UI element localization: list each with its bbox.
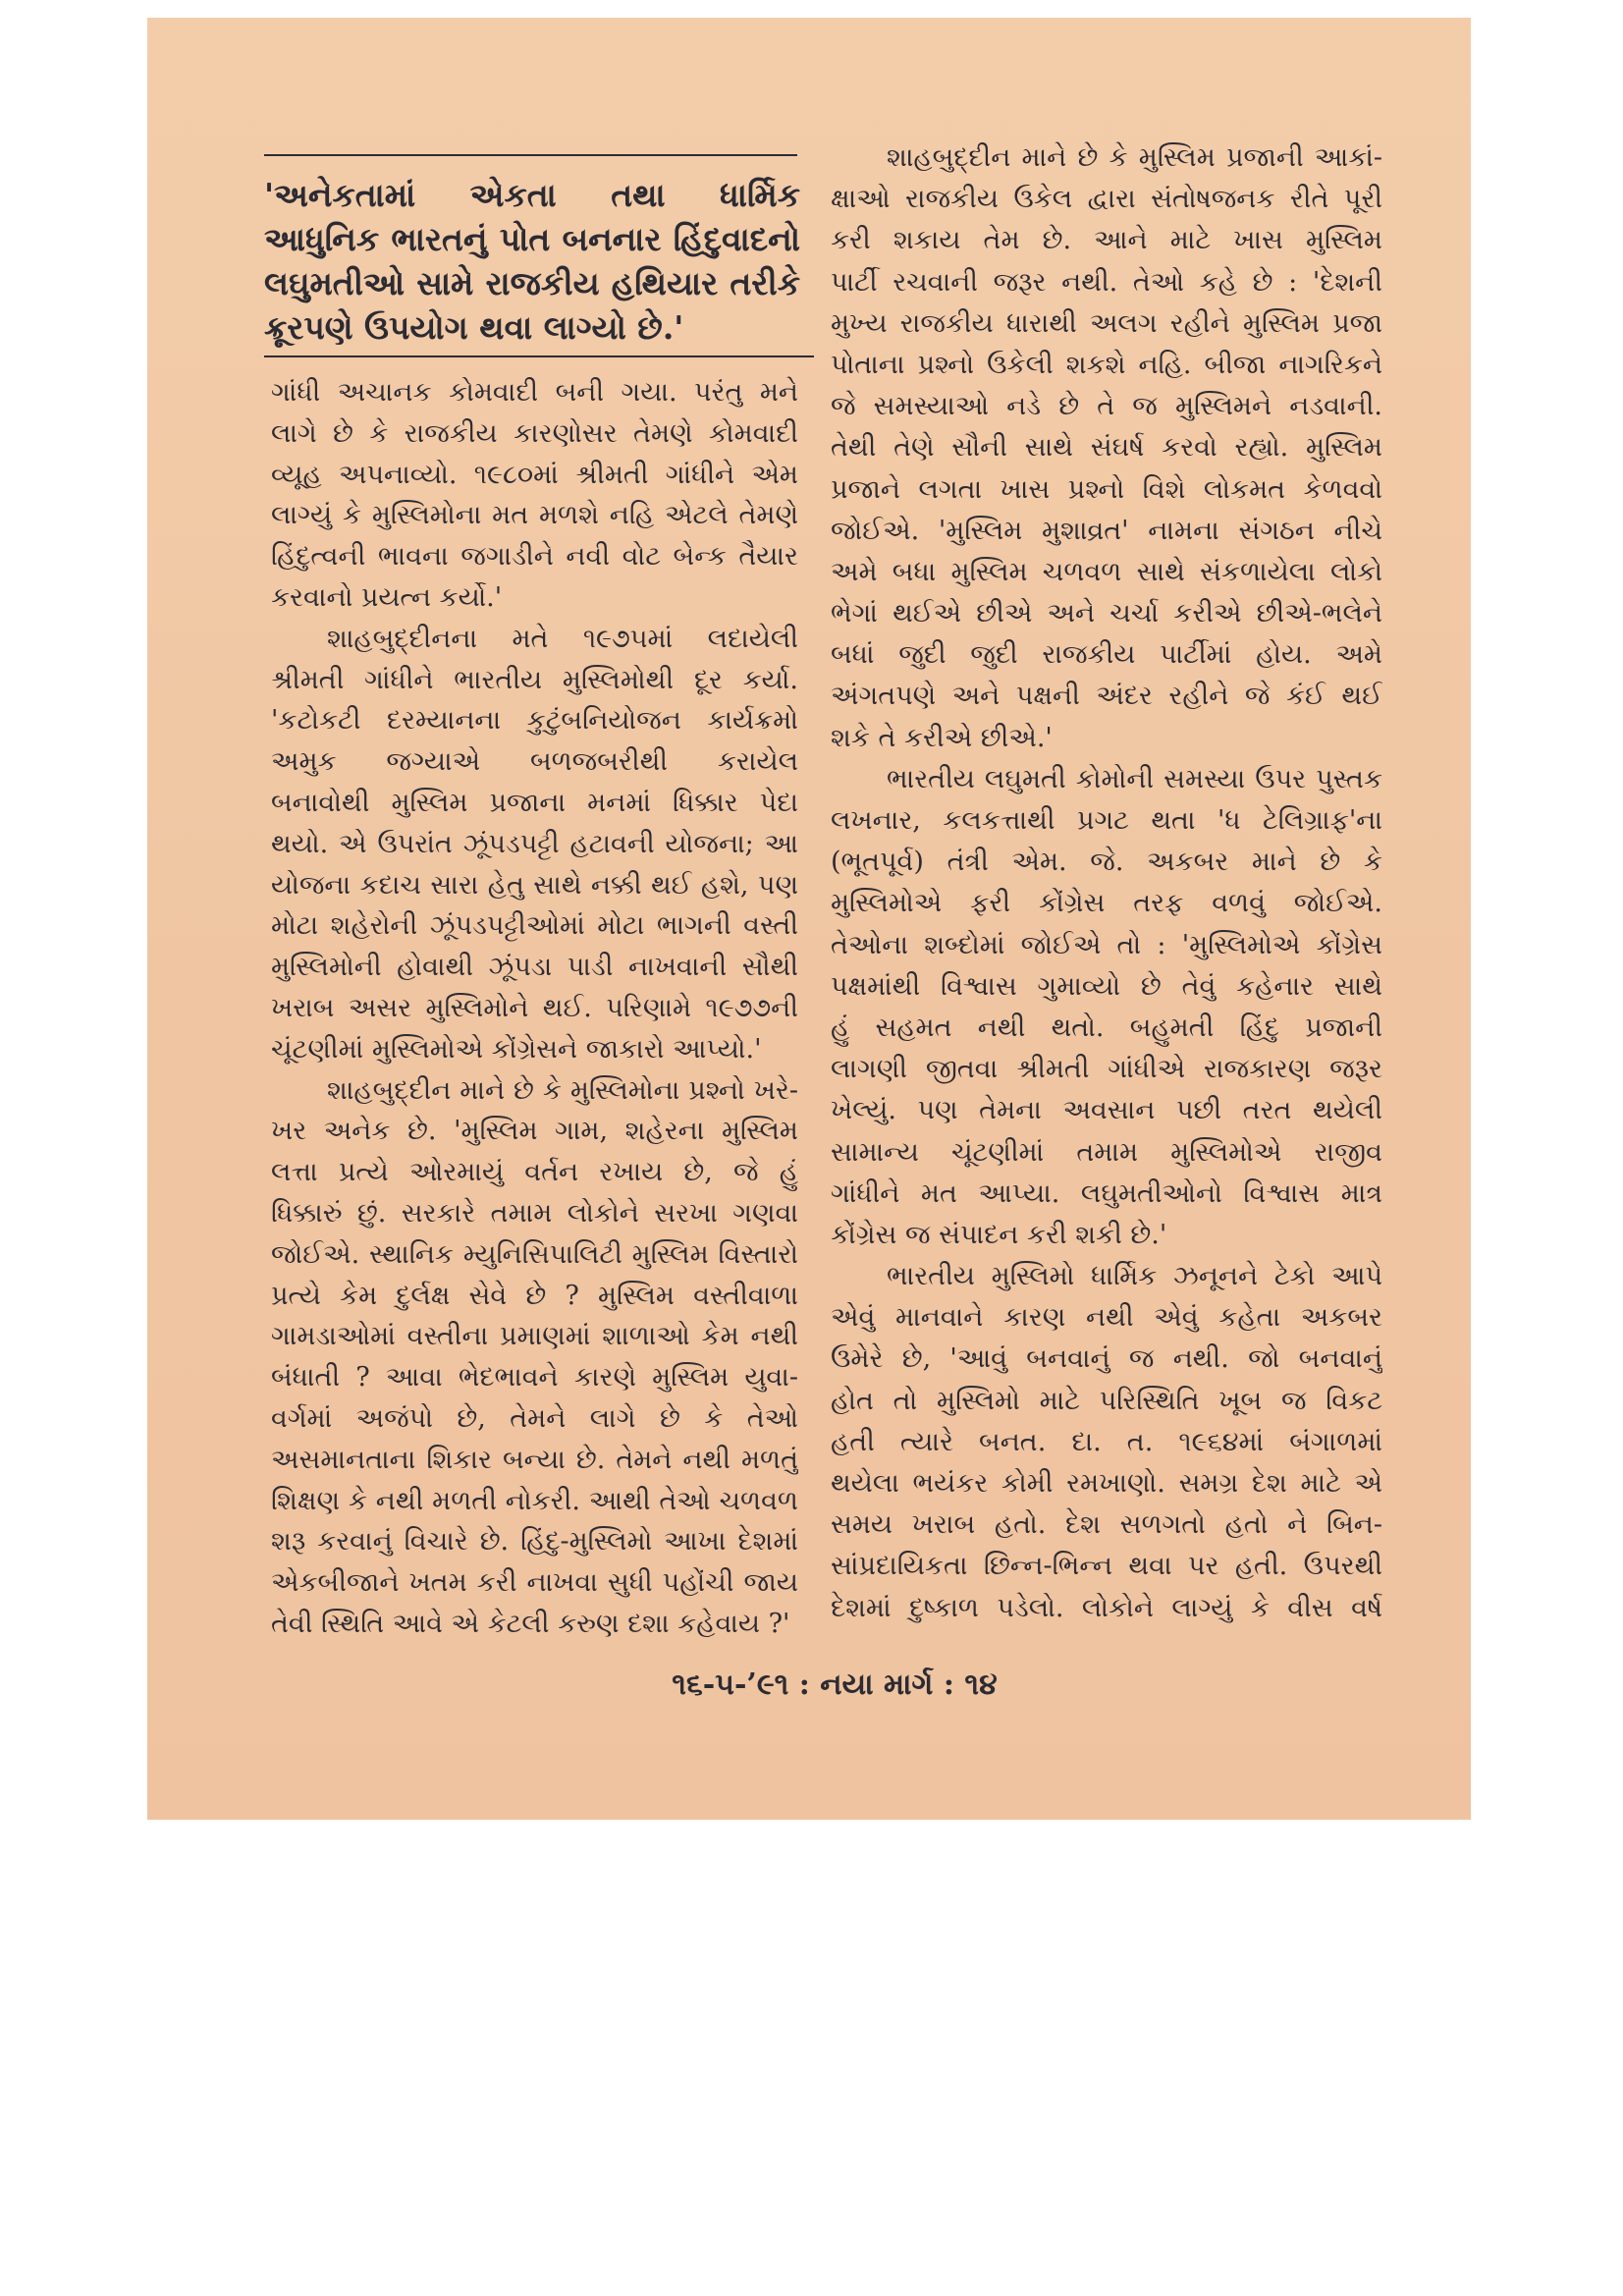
- left-column-line: મોટા શહેરોની ઝૂંપડપટ્ટીઓમાં મોટા ભાગની વસ્તી: [271, 910, 798, 942]
- left-column-line: વર્ગમાં અજંપો છે, તેમને લાગે છે કે તેઓ: [271, 1402, 798, 1434]
- right-column-line: ઉમેરે છે, 'આવું બનવાનું જ નથી. જો બનવાનું: [831, 1343, 1382, 1375]
- right-column-line: શાહબુદ્દીન માને છે કે મુસ્લિમ પ્રજાની આકાં-: [887, 142, 1382, 173]
- left-column-line: લાગે છે કે રાજકીય કારણોસર તેમણે કોમવાદી: [271, 417, 798, 449]
- right-column-line: એવું માનવાને કારણ નથી એવું કહેતા અકબર: [831, 1302, 1382, 1334]
- right-column-line: દેશમાં દુષ્કાળ પડેલો. લોકોને લાગ્યું કે વીસ વર્ષ: [831, 1592, 1382, 1623]
- left-column: [271, 372, 798, 1645]
- right-column-line: પાર્ટી રચવાની જરૂર નથી. તેઓ કહે છે : 'દેશની: [831, 266, 1382, 298]
- right-column-line: પ્રજાને લગતા ખાસ પ્રશ્નો વિશે લોકમત કેળવવો: [831, 473, 1382, 505]
- headline-bottom-rule: [264, 355, 814, 357]
- right-column-line: ખેલ્યું. પણ તેમના અવસાન પછી તરત થયેલી: [831, 1095, 1382, 1126]
- right-column-line: શકે તે કરીએ છીએ.': [831, 722, 1053, 753]
- left-column-line: એકબીજાને ખતમ કરી નાખવા સુધી પહોંચી જાય: [271, 1567, 798, 1599]
- left-column-line: લાગ્યું કે મુસ્લિમોના મત મળશે નહિ એટલે તેમણે: [271, 500, 798, 531]
- right-column-line: પક્ષમાંથી વિશ્વાસ ગુમાવ્યો છે તેવું કહેનાર સાથે: [831, 970, 1382, 1002]
- right-column-line: અંગતપણે અને પક્ષની અંદર રહીને જે કંઈ થઈ: [831, 681, 1382, 712]
- right-column-line: બધાં જુદી જુદી રાજકીય પાર્ટીમાં હોય. અમે: [831, 639, 1382, 671]
- right-column-line: (ભૂતપૂર્વ) તંત્રી એમ. જે. અકબર માને છે કે: [831, 847, 1382, 878]
- left-column-line: ધિક્કારું છું. સરકારે તમામ લોકોને સરખા ગણવા: [271, 1197, 798, 1229]
- left-column-line: ચૂંટણીમાં મુસ્લિમોએ કોંગ્રેસને જાકારો આપ્યો.': [271, 1033, 762, 1065]
- right-column-line: લખનાર, કલકત્તાથી પ્રગટ થતા 'ધ ટેલિગ્રાફ'ના: [831, 805, 1382, 836]
- headline-line: ક્રૂરપણે ઉપયોગ થવા લાગ્યો છે.': [264, 308, 684, 347]
- left-column-line: વ્યૂહ અપનાવ્યો. ૧૯૮૦માં શ્રીમતી ગાંધીને એમ: [271, 459, 798, 490]
- left-column-line: શ્રીમતી ગાંધીને ભારતીય મુસ્લિમોથી દૂર કર્યા.: [271, 664, 798, 695]
- right-column-line: ભારતીય લઘુમતી કોમોની સમસ્યા ઉપર પુસ્તક: [887, 763, 1382, 794]
- left-column-line: યોજના કદાચ સારા હેતુ સાથે નક્કી થઈ હશે, પણ: [271, 869, 798, 901]
- right-column-line: હું સહમત નથી થતો. બહુમતી હિંદુ પ્રજાની: [831, 1011, 1382, 1043]
- left-column-line: શાહબુદ્દીનના મતે ૧૯૭૫માં લદાયેલી: [327, 623, 798, 654]
- right-column-line: જે સમસ્યાઓ નડે છે તે જ મુસ્લિમને નડવાની.: [831, 391, 1382, 422]
- right-column-line: તેથી તેણે સૌની સાથે સંઘર્ષ કરવો રહ્યો. મુસ્લિમ: [831, 432, 1382, 464]
- headline-line: લઘુમતીઓ સામે રાજકીય હથિયાર તરીકે: [264, 264, 800, 302]
- right-column-line: તેઓના શબ્દોમાં જોઈએ તો : 'મુસ્લિમોએ કોંગ્રેસ: [831, 929, 1382, 960]
- right-column-line: અમે બધા મુસ્લિમ ચળવળ સાથે સંકળાયેલા લોકો: [831, 556, 1382, 587]
- right-column-line: સાંપ્રદાયિકતા છિન્ન-ભિન્ન થવા પર હતી. ઉપરથી: [831, 1551, 1382, 1582]
- left-column-line: 'કટોકટી દરમ્યાનના કુટુંબનિયોજન કાર્યક્રમો: [271, 705, 798, 737]
- headline-line: આધુનિક ભારતનું પોત બનનાર હિંદુવાદનો: [264, 220, 800, 258]
- right-column-line: ક્ષાઓ રાજકીય ઉકેલ દ્વારા સંતોષજનક રીતે પૂરી: [831, 184, 1382, 215]
- left-column-line: જોઈએ. સ્થાનિક મ્યુનિસિપાલિટી મુસ્લિમ વિસ્તારો: [271, 1238, 798, 1270]
- right-column-line: હતી ત્યારે બનત. દા. ત. ૧૯૬૪માં બંગાળમાં: [831, 1426, 1382, 1457]
- right-column: [831, 137, 1382, 1629]
- left-column-line: ગામડાઓમાં વસ્તીના પ્રમાણમાં શાળાઓ કેમ નથી: [271, 1321, 798, 1352]
- headline-line: 'અનેકતામાં એકતા તથા ધાર્મિક: [264, 176, 800, 214]
- left-column-line: બનાવોથી મુસ્લિમ પ્રજાના મનમાં ધિક્કાર પેદા: [271, 787, 798, 818]
- pull-quote-headline: [264, 173, 800, 350]
- headline-top-rule: [264, 154, 797, 156]
- right-column-line: ભેગાં થઈએ છીએ અને ચર્ચા કરીએ છીએ-ભલેને: [831, 598, 1382, 629]
- left-column-line: કરવાનો પ્રયત્ન કર્યો.': [271, 581, 503, 613]
- right-column-line: કરી શકાય તેમ છે. આને માટે ખાસ મુસ્લિમ: [831, 225, 1382, 256]
- left-column-line: તેવી સ્થિતિ આવે એ કેટલી કરુણ દશા કહેવાય ?': [271, 1608, 790, 1639]
- right-column-line: હોત તો મુસ્લિમો માટે પરિસ્થિતિ ખૂબ જ વિકટ: [831, 1385, 1382, 1416]
- right-column-line: લાગણી જીતવા શ્રીમતી ગાંધીએ રાજકારણ જરૂર: [831, 1054, 1382, 1085]
- left-column-paragraph: [271, 1070, 798, 1645]
- right-column-line: ભારતીય મુસ્લિમો ધાર્મિક ઝનૂનને ટેકો આપે: [887, 1261, 1382, 1292]
- left-column-line: ખરાબ અસર મુસ્લિમોને થઈ. પરિણામે ૧૯૭૭ની: [271, 992, 798, 1023]
- right-column-line: સામાન્ય ચૂંટણીમાં તમામ મુસ્લિમોએ રાજીવ: [831, 1136, 1382, 1168]
- left-column-line: બંધાતી ? આવા ભેદભાવને કારણે મુસ્લિમ યુવા-: [271, 1362, 798, 1394]
- right-column-line: પોતાના પ્રશ્નો ઉકેલી શકશે નહિ. બીજા નાગરિકને: [831, 349, 1382, 380]
- right-column-line: જોઈએ. 'મુસ્લિમ મુશાવ્રત' નામના સંગઠન નીચે: [831, 515, 1382, 546]
- right-column-line: મુસ્લિમોએ ફરી કોંગ્રેસ તરફ વળવું જોઈએ.: [831, 888, 1382, 919]
- left-column-line: અમુક જગ્યાએ બળજબરીથી કરાયેલ: [271, 746, 798, 778]
- left-column-line: ખર અનેક છે. 'મુસ્લિમ ગામ, શહેરના મુસ્લિમ: [271, 1116, 798, 1147]
- right-column-line: મુખ્ય રાજકીય ધારાથી અલગ રહીને મુસ્લિમ પ્રજા: [831, 307, 1382, 339]
- right-column-paragraph: [831, 1256, 1382, 1629]
- right-column-paragraph: [831, 759, 1382, 1256]
- left-column-paragraph: [271, 619, 798, 1070]
- left-column-line: થયો. એ ઉપરાંત ઝૂંપડપટ્ટી હટાવની યોજના; આ: [271, 828, 798, 859]
- left-column-line: લત્તા પ્રત્યે ઓરમાયું વર્તન રખાય છે, જે હું: [271, 1157, 798, 1188]
- right-column-line: કોંગ્રેસ જ સંપાદન કરી શકી છે.': [831, 1219, 1167, 1250]
- left-column-line: શિક્ષણ કે નથી મળતી નોકરી. આથી તેઓ ચળવળ: [271, 1485, 798, 1516]
- right-column-paragraph: [831, 137, 1382, 759]
- page-footer-folio: ૧૬-૫-’૯૧ : નયા માર્ગ : ૧૪: [672, 1667, 998, 1702]
- left-column-line: અસમાનતાના શિકાર બન્યા છે. તેમને નથી મળતું: [271, 1444, 798, 1475]
- left-column-line: હિંદુત્વની ભાવના જગાડીને નવી વોટ બેન્ક તૈયાર: [271, 541, 798, 573]
- left-column-line: મુસ્લિમોની હોવાથી ઝૂંપડા પાડી નાખવાની સૌથી: [271, 952, 798, 983]
- right-column-line: સમય ખરાબ હતો. દેશ સળગતો હતો ને બિન-: [831, 1509, 1382, 1541]
- left-column-line: ગાંધી અચાનક કોમવાદી બની ગયા. પરંતુ મને: [271, 377, 798, 408]
- left-column-line: શરૂ કરવાનું વિચારે છે. હિંદુ-મુસ્લિમો આખા દેશમાં: [271, 1526, 798, 1558]
- right-column-line: થયેલા ભયંકર કોમી રમખાણો. સમગ્ર દેશ માટે એ: [831, 1468, 1382, 1499]
- left-column-paragraph: [271, 372, 798, 619]
- left-column-line: શાહબુદ્દીન માને છે કે મુસ્લિમોના પ્રશ્નો ખરે-: [327, 1074, 798, 1106]
- right-column-line: ગાંધીને મત આપ્યા. લઘુમતીઓનો વિશ્વાસ માત્ર: [831, 1177, 1382, 1209]
- left-column-line: પ્રત્યે કેમ દુર્લક્ષ સેવે છે ? મુસ્લિમ વસ્તીવાળા: [271, 1280, 798, 1311]
